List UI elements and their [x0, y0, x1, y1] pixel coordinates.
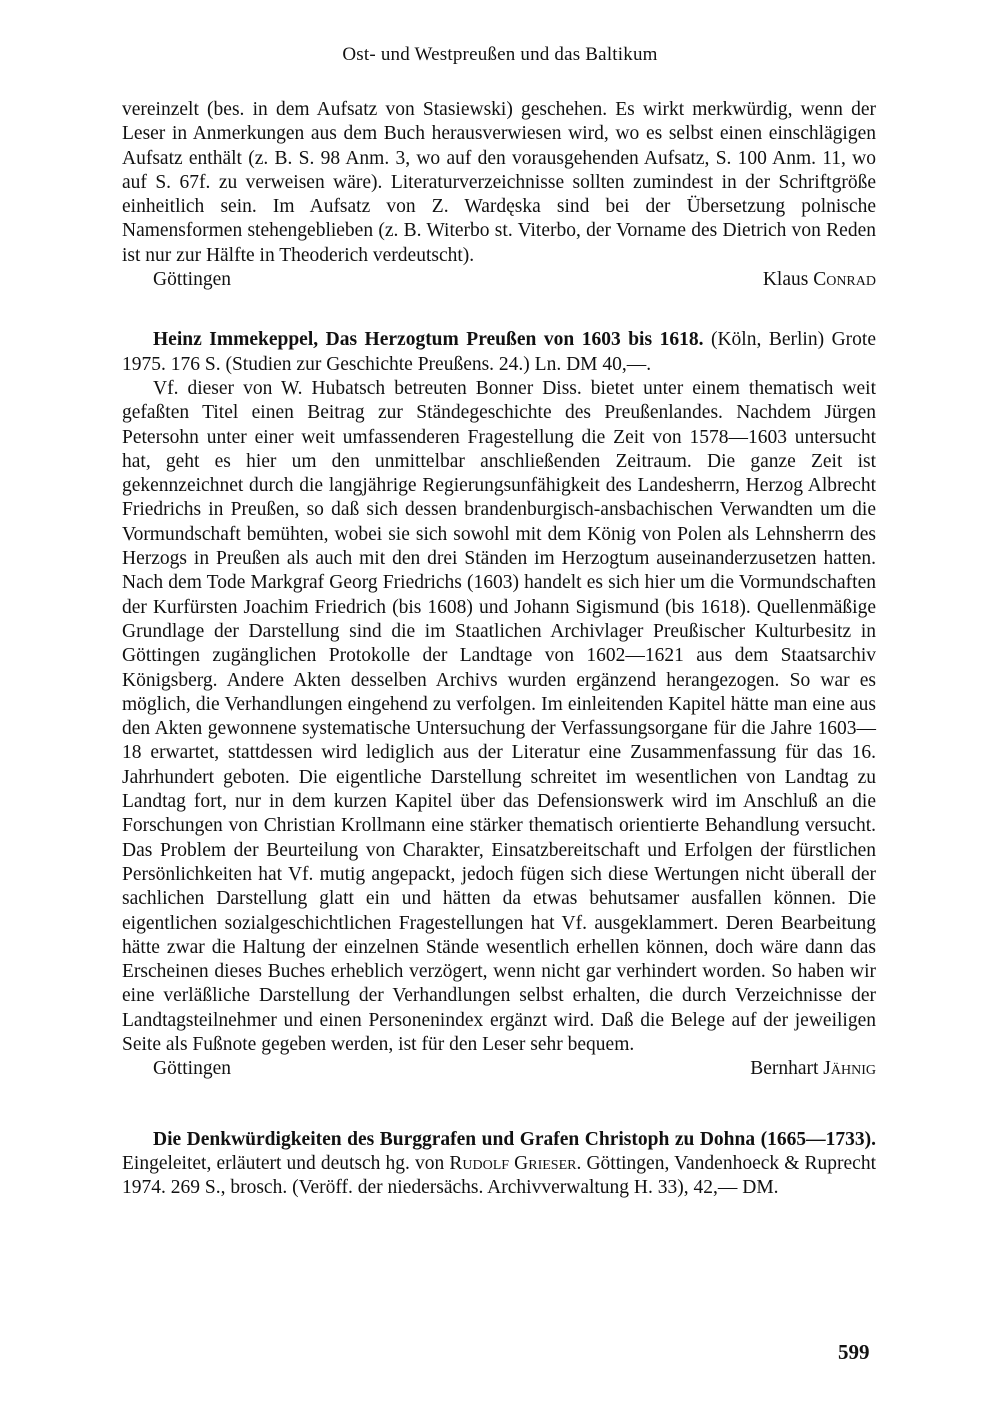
review-title: Heinz Immekeppel, Das Herzogtum Preußen von 1603 bis 1618. [153, 329, 704, 351]
author-first-name: Bernhart [750, 1058, 819, 1080]
page-number: 599 [838, 1340, 870, 1364]
author-last-name: Jähnig [823, 1058, 876, 1080]
review-immekeppel [122, 328, 876, 1081]
section-spacer [122, 292, 876, 328]
review-dohna [122, 1128, 876, 1201]
review-continuation-paragraph: vereinzelt (bes. in dem Aufsatz von Stasiewski) geschehen. Es wirkt merkwürdig, wenn der Leser in Anmerkungen aus dem Buch herausverwiesen wird, wo es selbst einen einschlägigen Aufsatz enthält (z. B. S. 98 Anm. 3, wo auf den vorausgehenden Aufsatz, S. 100 Anm. 11, wo auf S. 67f. zu verweisen wäre). Literaturverzeichnisse sollten zumindest in der Schriftgröße einheitlich sein. Im Aufsatz von Z. Wardęska sind bei der Übersetzung polnische Namensformen stehengeblieben (z. B. Witerbo st. Viterbo, der Vorname des Dietrich von Reden ist nur zur Hälfte in Theoderich verdeutscht). [122, 99, 876, 266]
review-heading [122, 328, 876, 377]
signature-author [763, 268, 876, 292]
page-body [122, 98, 876, 1200]
review-signature [122, 268, 876, 292]
author-first-name: Klaus [762, 269, 809, 291]
review-signature [122, 1057, 876, 1081]
signature-author [750, 1057, 876, 1081]
review-bibliographic-info: (Köln, Berlin) Grote 1975. 176 S. (Studien zur Geschichte Preußens. 24.) Ln. DM 40,—. [122, 329, 876, 375]
review-body: Vf. dieser von W. Hubatsch betreuten Bonner Diss. bietet unter einem thematisch weit gefaßten Titel einen Beitrag zur Ständegeschichte des Preußenlandes. Nachdem Jürgen Petersohn unter einer weit umfassenderen Fragestellung die Zeit von 1578—1603 untersucht hat, geht es hier um den unmittelbar anschließenden Zeitraum. Die ganze Zeit ist gekennzeichnet durch die langjährige Regierungsunfähigkeit des Landesherrn, Herzog Albrecht Friedrichs in Preußen, so daß sich dessen brandenburgisch-ansbachischen Verwandten um die Vormundschaft bemühten, wobei sie sich sowohl mit dem König von Polen als Lehnsherrn des Herzogs in Preußen als auch mit den drei Ständen im Herzogtum auseinanderzusetzen hatten. Nach dem Tode Markgraf Georg Friedrichs (1603) handelt es sich hier um die Vormundschaften der Kurfürsten Joachim Friedrich (bis 1608) und Johann Sigismund (bis 1618). Quellenmäßige Grundlage der Darstellung sind die im Staatlichen Archivlager Preußischer Kulturbesitz in Göttingen zugänglichen Protokolle der Landtage von 1602—1621 aus dem Staatsarchiv Königsberg. Andere Akten desselben Archivs wurden ergänzend herangezogen. So war es möglich, die Verhandlungen eingehend zu verfolgen. Im einleitenden Kapitel hätte man eine aus den Akten gewonnene systematische Untersuchung der Verfassungsorgane für die Jahre 1603—18 erwartet, stattdessen wird lediglich aus der Literatur eine Zusammenfassung für das 16. Jahrhundert geboten. Die eigentliche Darstellung schreitet im wesentlichen von Landtag zu Landtag fort, nur in dem kurzen Kapitel über das Defensionswerk wird im Anschluß an die Forschungen von Christian Krollmann eine stärker thematisch orientierte Behandlung versucht. Das Problem der Beurteilung von Charakter, Einsatzbereitschaft und Erfolgen der fürstlichen Persönlichkeiten hat Vf. mutig angepackt, jedoch fügen sich diese Wertungen nicht überall der sachlichen Darstellung glatt ein und hätten da etwas behutsamer ausfallen können. Die eigentlichen sozialgeschichtlichen Fragestellungen hat Vf. ausgeklammert. Deren Bearbeitung hätte zwar die Haltung der einzelnen Stände wesentlich erhellen können, doch wäre dann das Erscheinen dieses Buches erheblich verzögert, wenn nicht gar verhindert worden. So haben wir eine verläßliche Darstellung der Verhandlungen selbst erhalten, die durch Verzeichnisse der Landtagsteilnehmer und einen Personenindex ergänzt wird. Daß die Belege auf der jeweiligen Seite als Fußnote gegeben werden, ist für den Leser sehr bequem. [122, 377, 876, 1055]
signature-place: Göttingen [153, 269, 231, 291]
section-spacer [122, 1082, 876, 1128]
author-last-name: Conrad [813, 269, 876, 291]
running-head: Ost- und Westpreußen und das Baltikum [342, 44, 658, 65]
review-bibliographic-info: Eingeleitet, erläutert und deutsch hg. von [122, 1152, 450, 1174]
review-publisher-info: . Göttingen, Vandenhoeck & Ruprecht 1974. 269 S., brosch. (Veröff. der niedersächs. Archivverwaltung H. 33), 42,— DM. [122, 1152, 876, 1199]
signature-place: Göttingen [153, 1058, 231, 1080]
editor-name: Rudolf Grieser [449, 1152, 577, 1174]
review-title: Die Denkwürdigkeiten des Burggrafen und Grafen Christoph zu Dohna (1665—1733). [153, 1128, 876, 1150]
review-heading [122, 1128, 876, 1201]
